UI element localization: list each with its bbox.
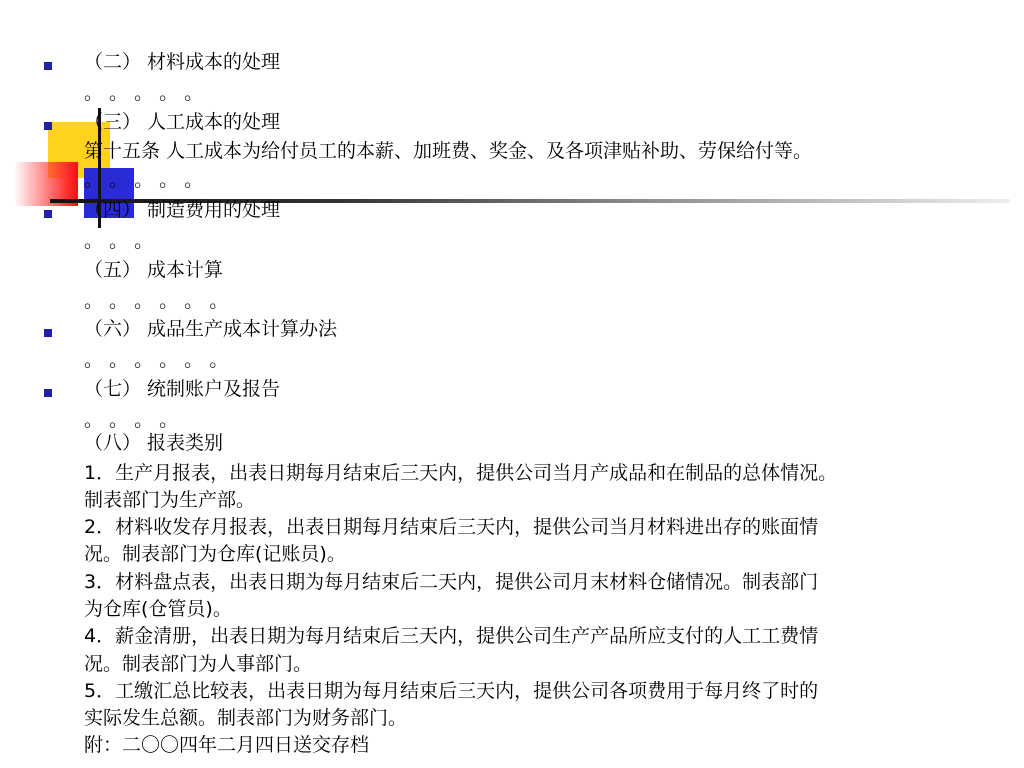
report-item-4-cont: 况。制表部门为人事部门。 (84, 653, 313, 675)
heading-labor-cost: （三） 人工成本的处理 (84, 111, 281, 133)
bullet-icon (44, 389, 52, 397)
report-item-2: 2．材料收发存月报表，出表日期每月结束后三天内，提供公司当月材料进出存的账面情 (84, 516, 819, 538)
bullet-icon (44, 210, 52, 218)
ellipsis-line: 。 。 。 。 。 。 (84, 349, 229, 371)
report-item-2-cont: 况。制表部门为仓库(记账员)。 (84, 543, 346, 565)
ellipsis-line: 。 。 。 。 。 (84, 82, 204, 104)
report-item-5-cont: 实际发生总额。制表部门为财务部门。 (84, 707, 408, 729)
heading-manufacturing-overhead: （四） 制造费用的处理 (84, 199, 281, 221)
bullet-icon (44, 62, 52, 70)
ellipsis-line: 。 。 。 。 (84, 409, 179, 431)
report-item-5: 5．工缴汇总比较表，出表日期为每月结束后三天内，提供公司各项费用于每月终了时的 (84, 680, 819, 702)
report-item-1-cont: 制表部门为生产部。 (84, 489, 256, 511)
heading-report-types: （八） 报表类别 (84, 432, 224, 454)
bullet-icon (44, 122, 52, 130)
appendix-note: 附：二〇〇四年二月四日送交存档 (84, 734, 370, 756)
report-item-1: 1．生产月报表，出表日期每月结束后三天内，提供公司当月产成品和在制品的总体情况。 (84, 462, 838, 484)
ellipsis-line: 。 。 。 。 。 (84, 169, 204, 191)
ellipsis-line: 。 。 。 。 。 。 (84, 290, 229, 312)
heading-finished-goods-cost: （六） 成品生产成本计算办法 (84, 318, 338, 340)
article-15-text: 第十五条 人工成本为给付员工的本薪、加班费、奖金、及各项津贴补助、劳保给付等。 (84, 140, 813, 162)
report-item-3: 3．材料盘点表，出表日期为每月结束后二天内，提供公司月末材料仓储情况。制表部门 (84, 571, 819, 593)
heading-materials-cost: （二） 材料成本的处理 (84, 51, 281, 73)
ellipsis-line: 。 。 。 (84, 230, 154, 252)
heading-cost-calculation: （五） 成本计算 (84, 259, 224, 281)
report-item-4: 4．薪金清册，出表日期为每月结束后三天内，提供公司生产产品所应支付的人工工费情 (84, 625, 819, 647)
heading-control-accounts: （七） 统制账户及报告 (84, 378, 281, 400)
report-item-3-cont: 为仓库(仓管员)。 (84, 598, 232, 620)
bullet-icon (44, 329, 52, 337)
